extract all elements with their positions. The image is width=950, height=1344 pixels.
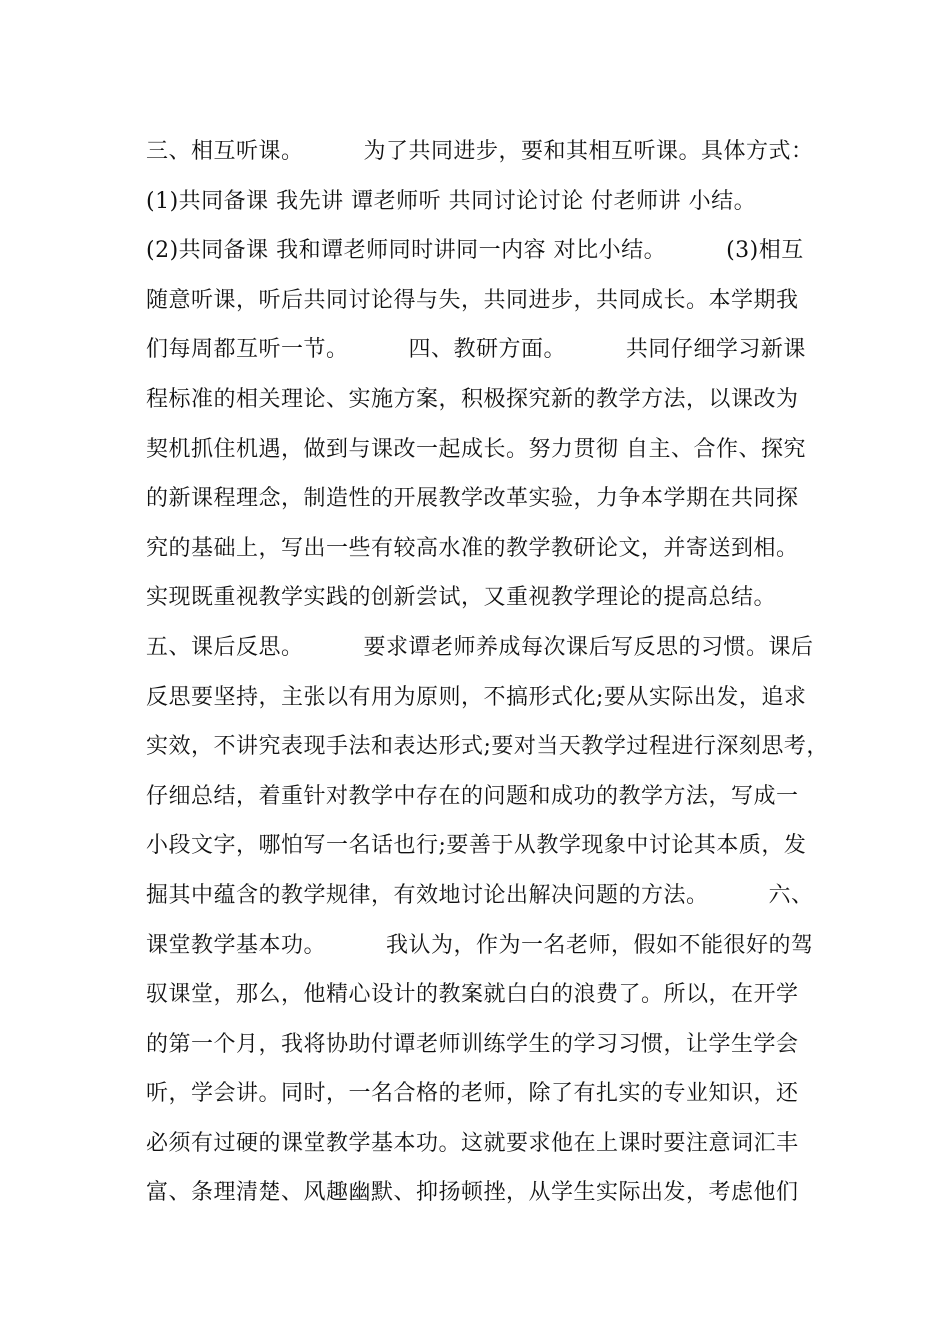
text-line: 的第一个月，我将协助付谭老师训练学生的学习习惯，让学生学会 (146, 1031, 799, 1057)
text-line: 三、相互听课。 为了共同进步，要和其相互听课。具体方式： (146, 139, 814, 164)
text-line: 富、条理清楚、风趣幽默、抑扬顿挫，从学生实际出发，考虑他们 (146, 1180, 799, 1206)
text-line: 程标准的相关理论、实施方案，积极探究新的教学方法，以课改为 (146, 386, 799, 412)
text-line: 们每周都互听一节。 四、教研方面。 共同仔细学习新课 (146, 337, 806, 363)
text-line: 的新课程理念，制造性的开展教学改革实验，力争本学期在共同探 (146, 486, 799, 512)
text-line: 听，学会讲。同时，一名合格的老师，除了有扎实的专业知识，还 (146, 1081, 799, 1107)
text-line: 反思要坚持，主张以有用为原则，不搞形式化;要从实际出发，追求 (146, 684, 807, 710)
text-line: (1)共同备课 我先讲 谭老师听 共同讨论讨论 付老师讲 小结。 (146, 188, 757, 214)
text-line: 随意听课，听后共同讨论得与失，共同进步，共同成长。本学期我 (146, 287, 799, 313)
text-line: 必须有过硬的课堂教学基本功。这就要求他在上课时要注意词汇丰 (146, 1130, 799, 1156)
text-line: (2)共同备课 我和谭老师同时讲同一内容 对比小结。 (3)相互 (146, 238, 804, 264)
text-line: 五、课后反思。 要求谭老师养成每次课后写反思的习惯。课后 (146, 634, 814, 660)
text-line: 驭课堂，那么，他精心设计的教案就白白的浪费了。所以，在开学 (146, 982, 799, 1008)
text-line: 契机抓住机遇，做到与课改一起成长。努力贯彻 自主、合作、探究 (146, 436, 806, 462)
body-text (146, 127, 836, 1218)
text-line: 课堂教学基本功。 我认为，作为一名老师，假如不能很好的驾 (146, 932, 814, 958)
text-line: 实现既重视教学实践的创新尝试，又重视教学理论的提高总结。 (146, 585, 777, 611)
text-line: 掘其中蕴含的教学规律，有效地讨论出解决问题的方法。 六、 (146, 882, 814, 908)
text-line: 实效，不讲究表现手法和表达形式;要对当天教学过程进行深刻思考， (146, 734, 829, 760)
text-line: 究的基础上，写出一些有较高水准的教学教研论文，并寄送到相。 (146, 535, 799, 561)
text-line: 仔细总结，着重针对教学中存在的问题和成功的教学方法，写成一 (146, 783, 799, 809)
text-line: 小段文字，哪怕写一名话也行;要善于从教学现象中讨论其本质，发 (146, 833, 807, 859)
